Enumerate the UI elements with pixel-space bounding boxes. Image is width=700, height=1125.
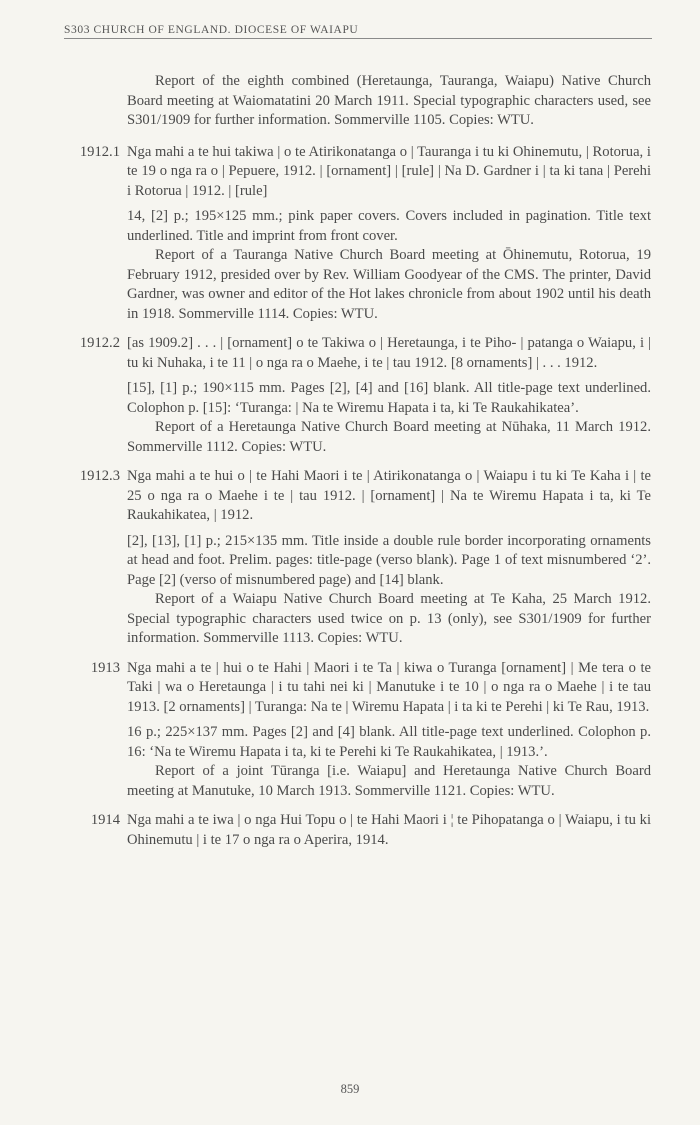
entry-description: [15], [1] p.; 190×115 mm. Pages [2], [4] and [16] blank. All title-page text underlined. Colophon p. [15]: ‘Turanga: | Na te Wiremu Hapata i ta, ki Te Raukahikatea’. bbox=[127, 380, 651, 416]
entry-note: Report of a joint Tūranga [i.e. Waiapu] and Heretaunga Native Church Board meeting at Manutuke, 10 March 1913. Sommerville 1121. Copies: WTU. bbox=[127, 763, 651, 799]
entry-title: Nga mahi a te iwa | o nga Hui Topu o | te Hahi Maori i ¦ te Pihopatanga o | Waiapu, i tu ki Ohinemutu | i te 17 o nga ra o Aperira, 1914. bbox=[127, 812, 651, 848]
entry-description: [2], [13], [1] p.; 215×135 mm. Title inside a double rule border incorporating ornaments at head and foot. Prelim. pages: title-page (verso blank). Page 1 of text misnumbered ‘2’. Page [2] (verso of misnumbered page) and [14] blank. bbox=[127, 532, 651, 588]
entry-1913 bbox=[0, 659, 700, 802]
entry-id: 1912.1 bbox=[79, 143, 120, 160]
entry-id: 1914 bbox=[90, 812, 120, 828]
page-body bbox=[0, 72, 700, 860]
entry-note: Report of a Tauranga Native Church Board meeting at Ōhinemutu, Rotorua, 19 February 1912, presided over by Rev. William Goodyear of the CMS. The printer, David Gardner, was owner and editor of the Hot lakes chronicle from about 1902 until his death in 1918. Sommerville 1114. Copies: WTU. bbox=[127, 247, 651, 322]
entry-description: 16 p.; 225×137 mm. Pages [2] and [4] blank. All title-page text underlined. Colophon p. 16: ‘Na te Wiremu Hapata i ta, ki te Perehi ki Te Raukahikatea, | 1913.’. bbox=[127, 724, 651, 760]
entry-note: Report of a Waiapu Native Church Board meeting at Te Kaha, 25 March 1912. Special typographic characters used twice on p. 13 (only), see S301/1909 for further information. Sommerville 1113. Copies: WTU. bbox=[127, 591, 651, 646]
intro-paragraph: Report of the eighth combined (Heretaunga, Tauranga, Waiapu) Native Church Board meeting at Waiomatatini 20 March 1911. Special typographic characters used, see S301/1909 for further information. Sommerville 1105. Copies: WTU. bbox=[127, 73, 651, 128]
entry-id: 1912.3 bbox=[79, 468, 120, 484]
entry-title: Nga mahi a te hui o | te Hahi Maori i te | Atirikonatanga o | Waiapu i tu ki Te Kaha i | te 25 o nga ra o Maehe i te | tau 1912. | [ornament] | Na te Wiremu Hapata i ta, ki Te Raukahikatea, | 1912. bbox=[127, 468, 651, 523]
entry-1912-2 bbox=[0, 334, 700, 457]
entry-id: 1912.2 bbox=[79, 335, 120, 351]
entry-1912-3 bbox=[0, 467, 700, 649]
entry-1912-1 bbox=[0, 143, 700, 325]
entry-note: Report of a Heretaunga Native Church Board meeting at Nūhaka, 11 March 1912. Sommerville 1112. Copies: WTU. bbox=[127, 419, 651, 455]
entry-title: [as 1909.2] . . . | [ornament] o te Takiwa o | Heretaunga, i te Piho- | patanga o Waiapu, i | tu ki Nuhaka, i te 11 | o nga ra o Maehe, i te | tau 1912. [8 ornaments] | . . . 1912. bbox=[127, 335, 651, 371]
entry-title: Nga mahi a te | hui o te Hahi | Maori i te Ta | kiwa o Turanga [ornament] | Me tera o te Taki | wa o Heretaunga | i tu tahi nei ki | Manutuke i te 10 | o nga ra o Maehe | i te tau 1913. [2 ornaments] | Turanga: Na te | Wiremu Hapata | i ta ki te Perehi | ki Te Rau, 1913. bbox=[127, 659, 651, 715]
entry-description: 14, [2] p.; 195×125 mm.; pink paper covers. Covers included in pagination. Title text underlined. Title and imprint from front cover. bbox=[127, 208, 651, 244]
entry-1914 bbox=[0, 811, 700, 850]
entry-title: Nga mahi a te hui takiwa | o te Atirikonatanga o | Tauranga i tu ki Ohinemutu, | Rotorua, i te 19 o nga ra o | Pepuere, 1912. | [ornament] | [rule] | Na D. Gardner i | ta ki tana | Perehi i Rotorua | 1912. | [rule] bbox=[127, 143, 651, 199]
page-number: 859 bbox=[340, 1082, 360, 1096]
entry-id: 1913 bbox=[90, 659, 120, 676]
running-head: S303 CHURCH OF ENGLAND. DIOCESE OF WAIAPU bbox=[64, 24, 652, 39]
